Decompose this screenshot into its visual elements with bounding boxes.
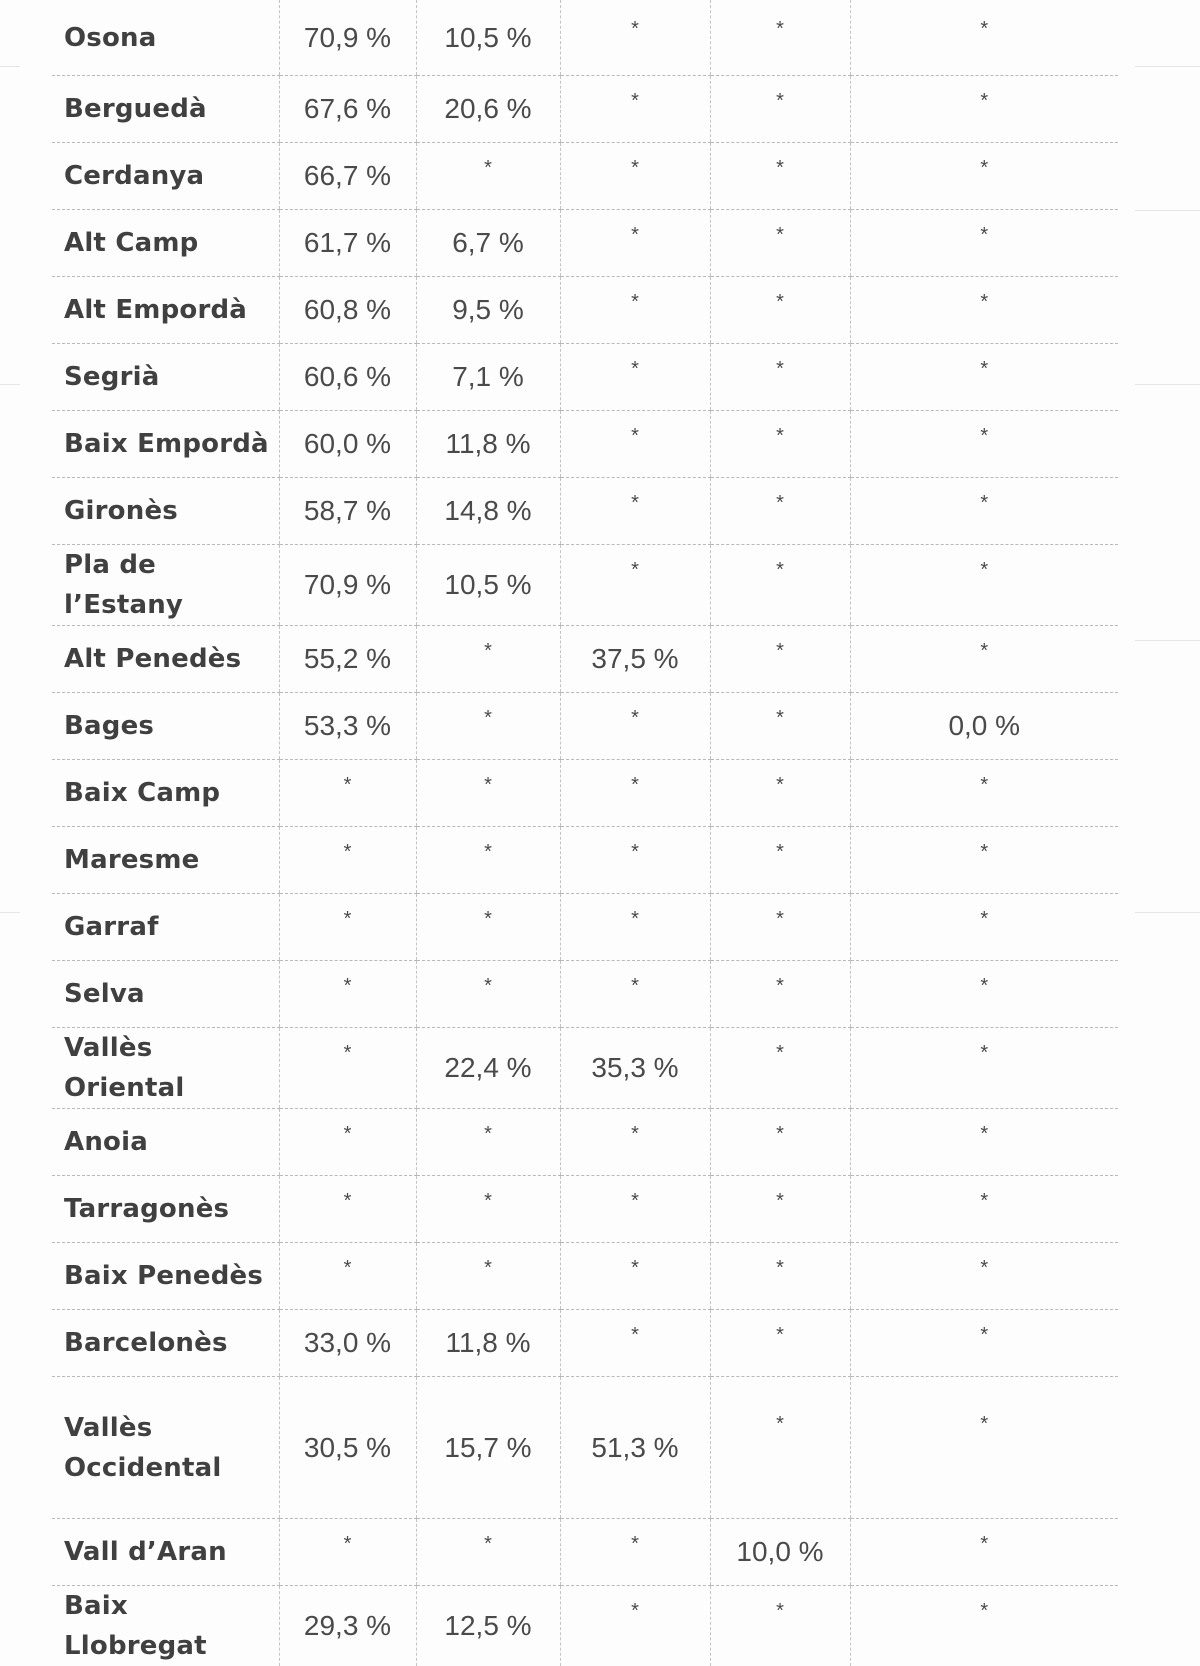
cell-col-3: * <box>560 1310 710 1377</box>
cell-col-5: * <box>850 76 1118 143</box>
table-row <box>52 76 1118 143</box>
cell-col-1: * <box>279 1028 416 1109</box>
cell-col-4: * <box>710 961 850 1028</box>
cell-col-3: * <box>560 961 710 1028</box>
data-table <box>52 0 1118 1666</box>
row-name: Gironès <box>52 478 279 545</box>
cell-col-1: 67,6 % <box>279 76 416 143</box>
cell-col-1: * <box>279 760 416 827</box>
row-name: Osona <box>52 0 279 76</box>
cell-col-5: * <box>850 1310 1118 1377</box>
cell-col-2: 11,8 % <box>416 1310 560 1377</box>
right-margin-mark <box>1135 640 1200 641</box>
row-name: Selva <box>52 961 279 1028</box>
row-name: Alt Penedès <box>52 626 279 693</box>
cell-col-1: * <box>279 1519 416 1586</box>
cell-col-3: * <box>560 0 710 76</box>
cell-col-2: * <box>416 143 560 210</box>
cell-col-3: 51,3 % <box>560 1377 710 1519</box>
row-name: Segrià <box>52 344 279 411</box>
cell-col-4: * <box>710 0 850 76</box>
row-name: Garraf <box>52 894 279 961</box>
row-name: Vallès Oriental <box>52 1028 279 1109</box>
cell-col-4: * <box>710 545 850 626</box>
cell-col-1: * <box>279 961 416 1028</box>
cell-col-4: * <box>710 1377 850 1519</box>
cell-col-3: * <box>560 1586 710 1666</box>
right-margin-mark <box>1135 66 1200 67</box>
cell-col-1: 29,3 % <box>279 1586 416 1666</box>
cell-col-2: * <box>416 760 560 827</box>
cell-col-5: * <box>850 1243 1118 1310</box>
cell-col-4: * <box>710 76 850 143</box>
row-name: Vall d’Aran <box>52 1519 279 1586</box>
cell-col-1: * <box>279 894 416 961</box>
cell-col-2: * <box>416 961 560 1028</box>
cell-col-5: * <box>850 0 1118 76</box>
cell-col-1: 55,2 % <box>279 626 416 693</box>
cell-col-3: * <box>560 827 710 894</box>
cell-col-3: * <box>560 1109 710 1176</box>
cell-col-2: * <box>416 1519 560 1586</box>
cell-col-2: 11,8 % <box>416 411 560 478</box>
table-row <box>52 1028 1118 1109</box>
cell-col-3: * <box>560 545 710 626</box>
cell-col-5: * <box>850 1176 1118 1243</box>
cell-col-1: 60,6 % <box>279 344 416 411</box>
cell-col-4: * <box>710 760 850 827</box>
cell-col-1: 30,5 % <box>279 1377 416 1519</box>
cell-col-4: * <box>710 277 850 344</box>
cell-col-1: * <box>279 1176 416 1243</box>
cell-col-4: * <box>710 344 850 411</box>
cell-col-2: * <box>416 1243 560 1310</box>
cell-col-3: * <box>560 76 710 143</box>
cell-col-3: 37,5 % <box>560 626 710 693</box>
cell-col-3: * <box>560 143 710 210</box>
cell-col-1: * <box>279 1109 416 1176</box>
table-row <box>52 478 1118 545</box>
cell-col-1: 53,3 % <box>279 693 416 760</box>
row-name-line: Occidental <box>64 1448 279 1488</box>
cell-col-4: * <box>710 1586 850 1666</box>
cell-col-2: * <box>416 693 560 760</box>
left-margin-mark <box>0 384 20 385</box>
cell-col-2: 14,8 % <box>416 478 560 545</box>
table-body <box>52 0 1118 1666</box>
cell-col-5: * <box>850 1519 1118 1586</box>
cell-col-5: * <box>850 143 1118 210</box>
row-name: Berguedà <box>52 76 279 143</box>
row-name: Alt Camp <box>52 210 279 277</box>
table-row <box>52 344 1118 411</box>
row-name: Bages <box>52 693 279 760</box>
cell-col-2: * <box>416 894 560 961</box>
row-name: Baix Penedès <box>52 1243 279 1310</box>
table-row <box>52 210 1118 277</box>
cell-col-5: * <box>850 1109 1118 1176</box>
cell-col-3: * <box>560 693 710 760</box>
cell-col-1: 60,8 % <box>279 277 416 344</box>
right-margin-mark <box>1135 384 1200 385</box>
cell-col-4: * <box>710 411 850 478</box>
cell-col-3: * <box>560 411 710 478</box>
left-margin-mark <box>0 66 20 67</box>
cell-col-4: 10,0 % <box>710 1519 850 1586</box>
cell-col-4: * <box>710 1176 850 1243</box>
cell-col-4: * <box>710 827 850 894</box>
cell-col-5: * <box>850 760 1118 827</box>
table-row <box>52 626 1118 693</box>
cell-col-5: * <box>850 277 1118 344</box>
row-name: Anoia <box>52 1109 279 1176</box>
cell-col-2: 7,1 % <box>416 344 560 411</box>
row-name: Tarragonès <box>52 1176 279 1243</box>
cell-col-3: * <box>560 1176 710 1243</box>
cell-col-1: 70,9 % <box>279 545 416 626</box>
cell-col-3: * <box>560 760 710 827</box>
right-margin-mark <box>1135 210 1200 211</box>
cell-col-5: * <box>850 411 1118 478</box>
row-name: Pla de l’Estany <box>52 545 279 626</box>
row-name: Baix Empordà <box>52 411 279 478</box>
cell-col-2: * <box>416 1176 560 1243</box>
cell-col-4: * <box>710 1243 850 1310</box>
table-row <box>52 1586 1118 1666</box>
cell-col-3: * <box>560 210 710 277</box>
cell-col-3: * <box>560 1519 710 1586</box>
cell-col-2: 15,7 % <box>416 1377 560 1519</box>
table-row <box>52 411 1118 478</box>
cell-col-1: * <box>279 1243 416 1310</box>
left-margin-mark <box>0 912 20 913</box>
cell-col-1: 58,7 % <box>279 478 416 545</box>
cell-col-1: 33,0 % <box>279 1310 416 1377</box>
table-row <box>52 693 1118 760</box>
cell-col-4: * <box>710 693 850 760</box>
cell-col-5: * <box>850 894 1118 961</box>
cell-col-2: 20,6 % <box>416 76 560 143</box>
cell-col-3: * <box>560 478 710 545</box>
cell-col-1: 61,7 % <box>279 210 416 277</box>
cell-col-5: * <box>850 626 1118 693</box>
table-row <box>52 0 1118 76</box>
cell-col-5: * <box>850 344 1118 411</box>
row-name: Alt Empordà <box>52 277 279 344</box>
cell-col-2: 10,5 % <box>416 545 560 626</box>
table-row <box>52 894 1118 961</box>
cell-col-5: * <box>850 1586 1118 1666</box>
cell-col-5: * <box>850 961 1118 1028</box>
right-margin-mark <box>1135 912 1200 913</box>
table-row <box>52 1243 1118 1310</box>
cell-col-3: 35,3 % <box>560 1028 710 1109</box>
cell-col-4: * <box>710 894 850 961</box>
cell-col-2: 22,4 % <box>416 1028 560 1109</box>
table-row <box>52 1176 1118 1243</box>
cell-col-2: 12,5 % <box>416 1586 560 1666</box>
cell-col-4: * <box>710 210 850 277</box>
cell-col-5: * <box>850 545 1118 626</box>
cell-col-3: * <box>560 894 710 961</box>
table-row <box>52 827 1118 894</box>
table-row <box>52 1109 1118 1176</box>
cell-col-3: * <box>560 1243 710 1310</box>
cell-col-3: * <box>560 277 710 344</box>
cell-col-5: 0,0 % <box>850 693 1118 760</box>
cell-col-5: * <box>850 827 1118 894</box>
row-name: Maresme <box>52 827 279 894</box>
row-name: Cerdanya <box>52 143 279 210</box>
cell-col-2: * <box>416 827 560 894</box>
cell-col-4: * <box>710 1109 850 1176</box>
table-row <box>52 961 1118 1028</box>
cell-col-5: * <box>850 478 1118 545</box>
cell-col-2: * <box>416 1109 560 1176</box>
table-row <box>52 277 1118 344</box>
cell-col-2: 10,5 % <box>416 0 560 76</box>
table-row <box>52 760 1118 827</box>
cell-col-2: 9,5 % <box>416 277 560 344</box>
cell-col-1: * <box>279 827 416 894</box>
table-row <box>52 1519 1118 1586</box>
cell-col-4: * <box>710 1028 850 1109</box>
cell-col-4: * <box>710 1310 850 1377</box>
row-name: Barcelonès <box>52 1310 279 1377</box>
table-row <box>52 1310 1118 1377</box>
cell-col-5: * <box>850 1377 1118 1519</box>
cell-col-4: * <box>710 478 850 545</box>
cell-col-3: * <box>560 344 710 411</box>
row-name: Baix Llobregat <box>52 1586 279 1666</box>
cell-col-5: * <box>850 210 1118 277</box>
cell-col-2: * <box>416 626 560 693</box>
row-name <box>52 1377 279 1519</box>
cell-col-1: 70,9 % <box>279 0 416 76</box>
row-name: Baix Camp <box>52 760 279 827</box>
cell-col-1: 60,0 % <box>279 411 416 478</box>
cell-col-5: * <box>850 1028 1118 1109</box>
cell-col-4: * <box>710 626 850 693</box>
table-row <box>52 1377 1118 1519</box>
cell-col-4: * <box>710 143 850 210</box>
table-row <box>52 143 1118 210</box>
cell-col-1: 66,7 % <box>279 143 416 210</box>
row-name-line: Vallès <box>64 1408 279 1448</box>
table-row <box>52 545 1118 626</box>
cell-col-2: 6,7 % <box>416 210 560 277</box>
